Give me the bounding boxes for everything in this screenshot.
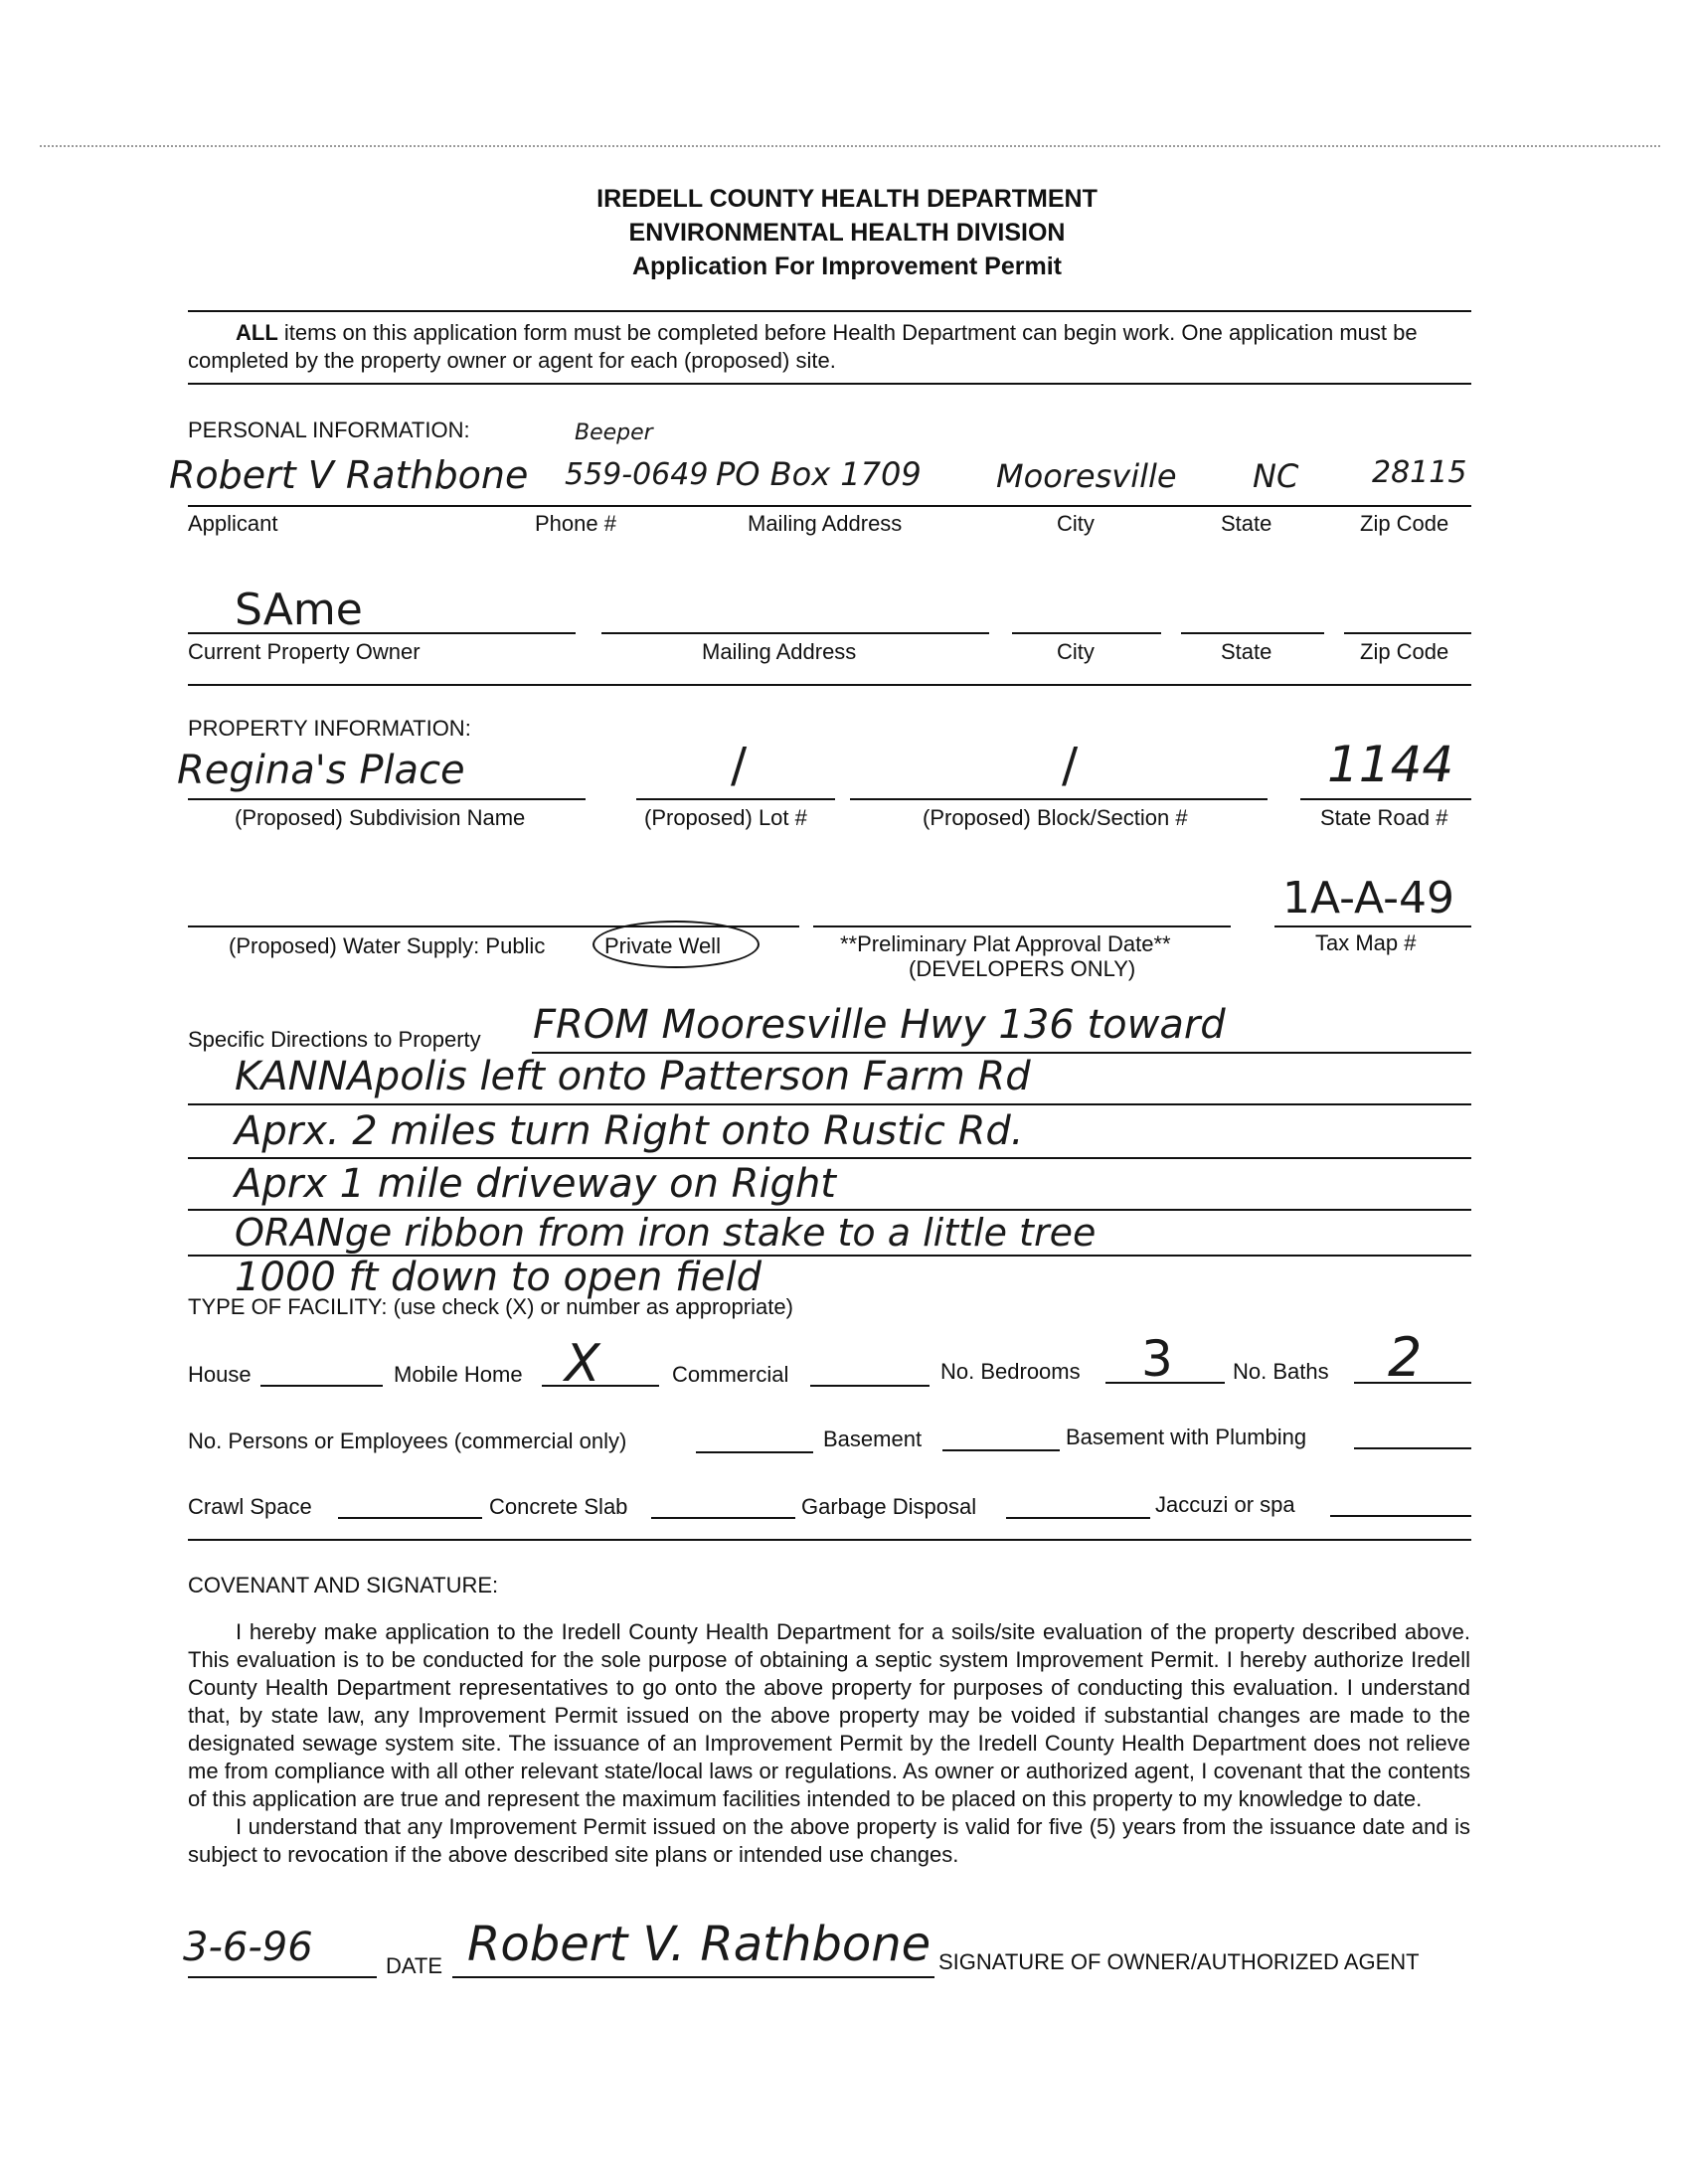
owner-line [188,632,576,634]
house-label: House [188,1362,252,1387]
department-title: IREDELL COUNTY HEALTH DEPARTMENT [596,185,1098,213]
owner-state-line [1181,632,1324,634]
mobile-line [542,1385,659,1387]
directions-line-3: Aprx. 2 miles turn Right onto Rustic Rd. [235,1108,1024,1154]
taxmap-line [1274,925,1471,927]
slab-line [651,1517,795,1519]
zip-label: Zip Code [1360,511,1449,536]
disposal-line [1006,1517,1150,1519]
road-label: State Road # [1320,805,1448,830]
phone-label: Phone # [535,511,616,536]
lot-line [636,798,835,800]
covenant-heading: COVENANT AND SIGNATURE: [188,1573,499,1597]
directions-line-1: FROM Mooresville Hwy 136 toward [533,1002,1226,1048]
mailing-label: Mailing Address [748,511,903,536]
owner-value: SAme [235,585,363,635]
private-well-circle [593,921,760,968]
covenant-paragraph-1: I hereby make application to the Iredell County Health Department for a soils/site evaluation of the property described above. This evaluation is to be conducted for the sole purpose of obtaining a septic system Improvement Permit. I hereby authorize Iredell County Health Department representatives to go onto the above property for purposes of conducting this evaluation. I understand that, by state law, any Improvement Permit issued on the above property may be voided if substantial changes are made to the designated sewage system site. The issuance of an Improvement Permit by the Iredell County Health Department does not relieve me from compliance with all other relevant state/local laws or regulations. As owner or authorized agent, I covenant that the contents of this application are true and represent the maximum facilities intended to be placed on this property to my knowledge to date. [188,1619,1470,1811]
city-value: Mooresville [996,457,1177,495]
house-line [260,1385,383,1387]
date-label: DATE [386,1953,443,1978]
scan-dotted-line [40,145,1660,147]
plat-line [813,925,1231,927]
commercial-label: Commercial [672,1362,789,1387]
taxmap-label: Tax Map # [1315,930,1417,955]
intro-text [188,319,1470,375]
crawl-line [338,1517,482,1519]
directions-line-4: Aprx 1 mile driveway on Right [235,1161,836,1207]
persons-line [696,1451,813,1453]
crawl-label: Crawl Space [188,1494,312,1519]
signature-line [452,1976,934,1978]
division-title: ENVIRONMENTAL HEALTH DIVISION [628,219,1066,247]
intro-bold: ALL [236,320,278,345]
facility-rule [188,1539,1471,1541]
directions-line-5: ORANge ribbon from iron stake to a little tree [235,1211,1097,1255]
owner-zip-label: Zip Code [1360,639,1449,664]
baths-value: 2 [1388,1326,1423,1389]
applicant-label: Applicant [188,511,278,536]
basement-plumbing-line [1354,1447,1471,1449]
water-private-option: Private Well [604,933,721,958]
mobile-label: Mobile Home [394,1362,523,1387]
directions-rule-4 [188,1209,1471,1211]
directions-rule-5 [188,1255,1471,1257]
jacuzzi-label: Jaccuzi or spa [1155,1492,1295,1517]
beeper-note: Beeper [575,420,653,445]
taxmap-value: 1A-A-49 [1282,873,1455,924]
directions-line-6: 1000 ft down to open field [235,1255,762,1300]
basement-line [942,1449,1060,1451]
owner-city-label: City [1057,639,1095,664]
header-rule [188,310,1471,312]
applicant-value: Robert V Rathbone [169,453,529,497]
owner-city-line [1012,632,1161,634]
form-title: Application For Improvement Permit [631,252,1062,280]
personal-info-heading: PERSONAL INFORMATION: [188,418,470,442]
road-value: 1144 [1327,736,1454,793]
covenant-paragraph-2: I understand that any Improvement Permit issued on the above property is valid for five (5) years from the issuance date and is subject to revocation if the above described site plans or intended use changes. [188,1814,1470,1867]
intro-rule [188,383,1471,385]
slab-label: Concrete Slab [489,1494,628,1519]
block-value: / [1062,738,1079,793]
basement-label: Basement [823,1427,923,1451]
zip-value: 28115 [1372,455,1467,490]
signature-value: Robert V. Rathbone [467,1917,932,1972]
road-line [1300,798,1471,800]
directions-rule-3 [188,1157,1471,1159]
property-info-heading: PROPERTY INFORMATION: [188,716,471,741]
block-line [850,798,1268,800]
directions-label: Specific Directions to Property [188,1027,481,1052]
bedrooms-value: 3 [1141,1330,1173,1388]
block-label: (Proposed) Block/Section # [923,805,1188,830]
date-value: 3-6-96 [183,1925,313,1970]
covenant-text [188,1618,1470,1869]
owner-label: Current Property Owner [188,639,421,664]
directions-line-2: KANNApolis left onto Patterson Farm Rd [235,1054,1031,1099]
owner-mailing-line [601,632,989,634]
directions-rule-1 [532,1052,1471,1054]
lot-value: / [731,738,748,793]
date-line [188,1976,377,1978]
bedrooms-label: No. Bedrooms [940,1359,1081,1384]
phone-value: 559-0649 [565,457,709,492]
state-value: NC [1253,457,1299,495]
signature-label: SIGNATURE OF OWNER/AUTHORIZED AGENT [938,1949,1420,1974]
personal-rule [188,684,1471,686]
disposal-label: Garbage Disposal [801,1494,977,1519]
subdivision-label: (Proposed) Subdivision Name [235,805,526,830]
persons-label: No. Persons or Employees (commercial only) [188,1428,627,1453]
jacuzzi-line [1330,1515,1471,1517]
owner-state-label: State [1221,639,1272,664]
mobile-check: X [565,1334,600,1394]
baths-label: No. Baths [1233,1359,1329,1384]
plat-label: **Preliminary Plat Approval Date** [840,931,1171,956]
city-label: City [1057,511,1095,536]
subdivision-line [188,798,586,800]
intro-body: items on this application form must be completed before Health Department can begin work. One application must be completed by the property owner or agent for each (proposed) site. [188,320,1418,373]
mailing-value: PO Box 1709 [716,455,922,493]
applicant-line [188,505,1471,507]
basement-plumbing-label: Basement with Plumbing [1066,1425,1307,1449]
state-label: State [1221,511,1272,536]
facility-label: TYPE OF FACILITY: (use check (X) or number as appropriate) [188,1294,793,1319]
owner-zip-line [1344,632,1471,634]
subdivision-value: Regina's Place [177,748,465,793]
owner-mailing-label: Mailing Address [702,639,857,664]
water-label: (Proposed) Water Supply: Public [229,933,546,958]
directions-rule-2 [188,1103,1471,1105]
commercial-line [810,1385,930,1387]
plat-sublabel: (DEVELOPERS ONLY) [909,956,1136,981]
lot-label: (Proposed) Lot # [644,805,807,830]
